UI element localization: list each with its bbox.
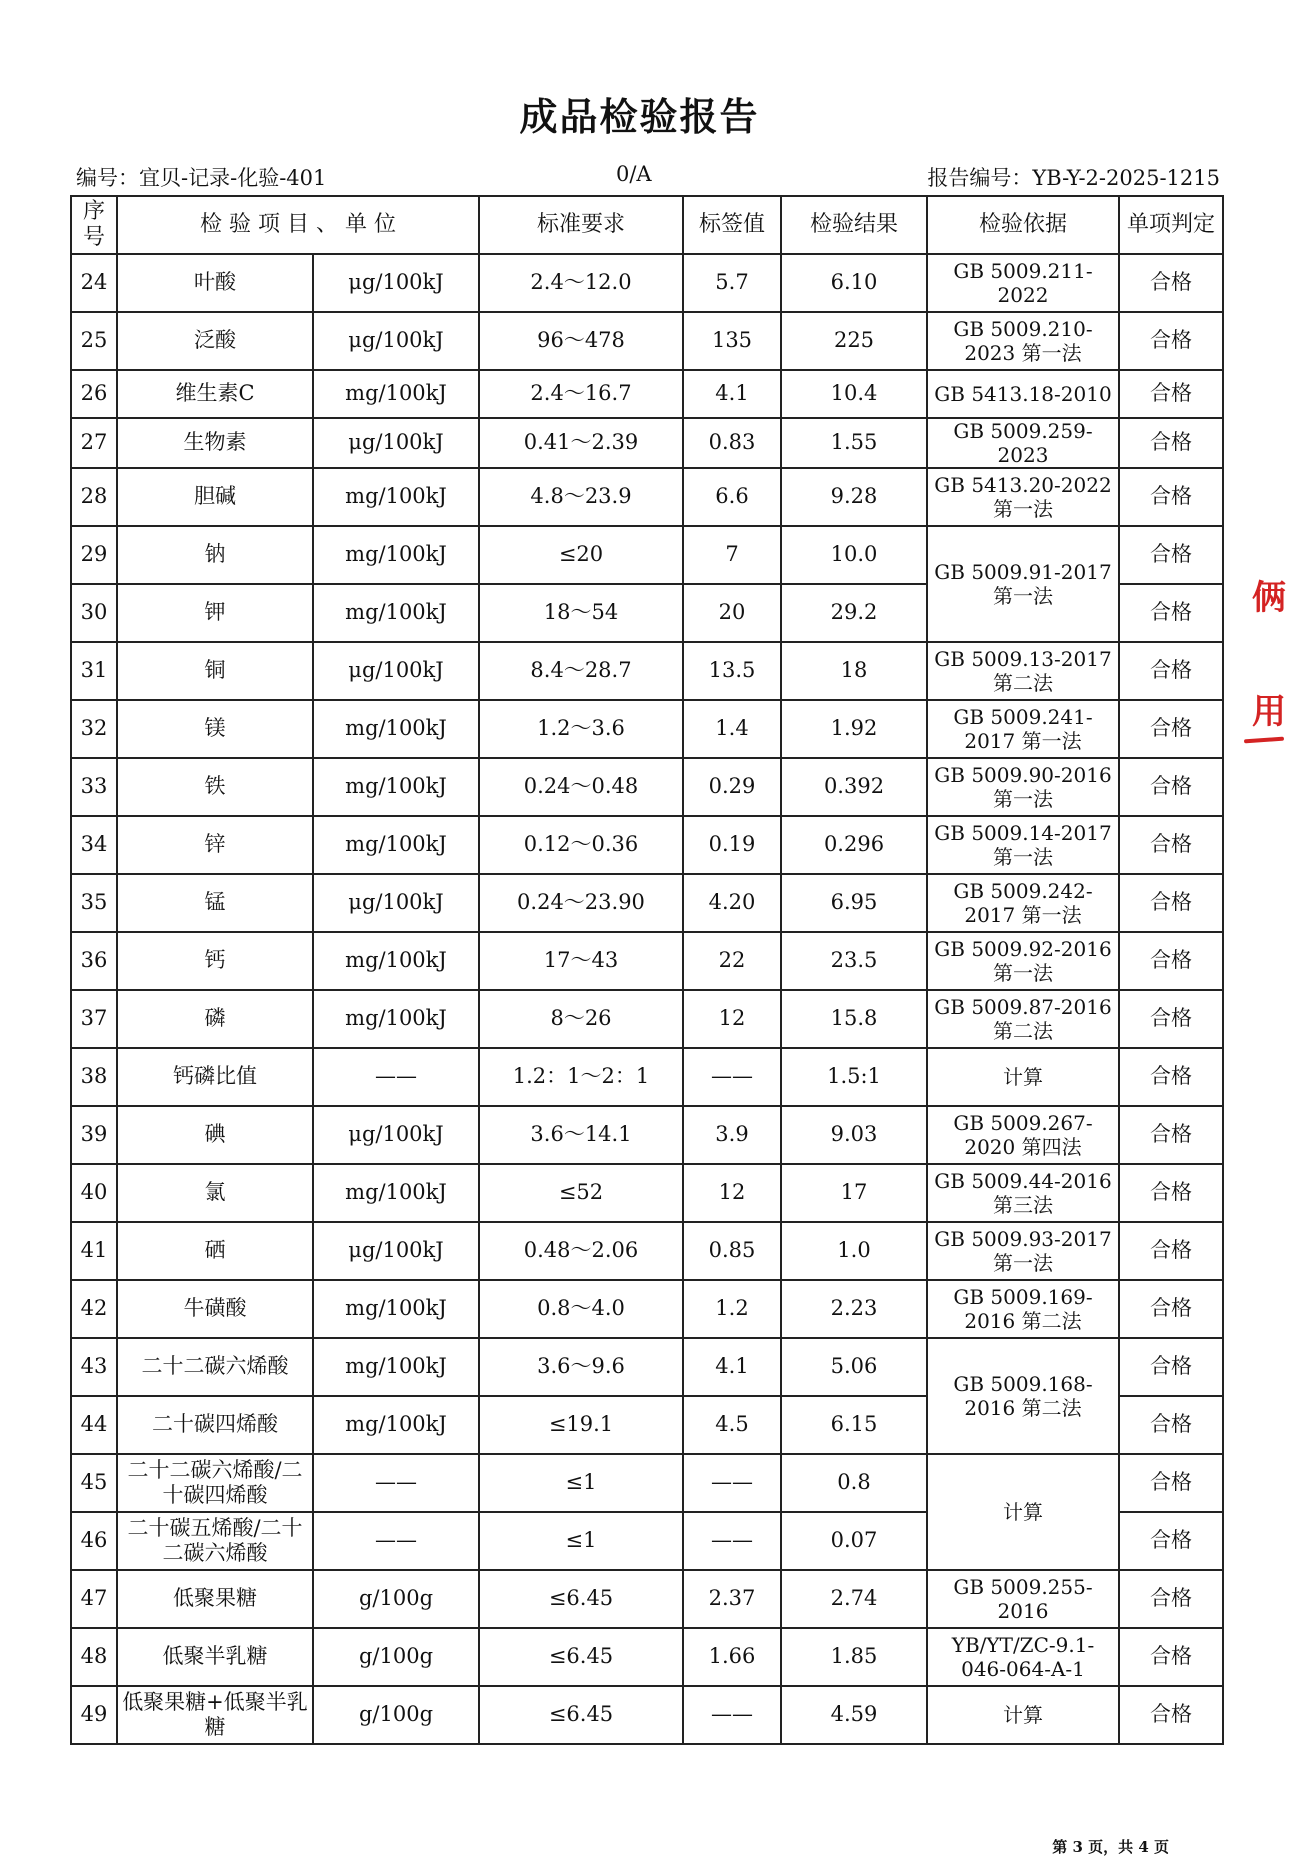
- item-name-cell: 二十二碳六烯酸: [117, 1338, 313, 1396]
- label-value-cell: ——: [683, 1686, 781, 1744]
- standard-requirement-cell: ≤6.45: [479, 1570, 683, 1628]
- label-value-cell: 13.5: [683, 642, 781, 700]
- test-result-cell: 1.5:1: [781, 1048, 927, 1106]
- label-value-cell: 3.9: [683, 1106, 781, 1164]
- label-value-cell: 1.4: [683, 700, 781, 758]
- row-number-cell: 42: [71, 1280, 117, 1338]
- test-basis-cell: GB 5009.211-2022: [927, 254, 1119, 312]
- standard-requirement-cell: 8.4～28.7: [479, 642, 683, 700]
- label-value-cell: 4.5: [683, 1396, 781, 1454]
- test-result-cell: 2.74: [781, 1570, 927, 1628]
- item-name-cell: 维生素C: [117, 370, 313, 418]
- item-name-cell: 二十碳五烯酸/二十二碳六烯酸: [117, 1512, 313, 1570]
- standard-requirement-cell: ≤6.45: [479, 1628, 683, 1686]
- standard-requirement-cell: 1.2：1～2：1: [479, 1048, 683, 1106]
- row-number-cell: 40: [71, 1164, 117, 1222]
- test-basis-cell: GB 5009.259-2023: [927, 418, 1119, 468]
- standard-requirement-cell: ≤19.1: [479, 1396, 683, 1454]
- table-row: [71, 1164, 1223, 1222]
- label-value-cell: 6.6: [683, 468, 781, 526]
- test-basis-cell: GB 5009.255-2016: [927, 1570, 1119, 1628]
- judgement-cell: 合格: [1119, 874, 1223, 932]
- report-meta: [76, 162, 1220, 192]
- row-number-cell: 49: [71, 1686, 117, 1744]
- unit-cell: μg/100kJ: [313, 874, 479, 932]
- col-header-item-unit: 检 验 项 目 、 单 位: [117, 196, 479, 254]
- test-basis-cell: GB 5009.267-2020 第四法: [927, 1106, 1119, 1164]
- table-row: [71, 1686, 1223, 1744]
- test-result-cell: 1.92: [781, 700, 927, 758]
- table-row: [71, 468, 1223, 526]
- test-result-cell: 6.15: [781, 1396, 927, 1454]
- test-result-cell: 23.5: [781, 932, 927, 990]
- item-name-cell: 碘: [117, 1106, 313, 1164]
- row-number-cell: 47: [71, 1570, 117, 1628]
- label-value-cell: 0.83: [683, 418, 781, 468]
- table-row: [71, 758, 1223, 816]
- unit-cell: mg/100kJ: [313, 526, 479, 584]
- row-number-cell: 27: [71, 418, 117, 468]
- test-basis-cell: GB 5009.241-2017 第一法: [927, 700, 1119, 758]
- label-value-cell: ——: [683, 1454, 781, 1512]
- label-value-cell: ——: [683, 1048, 781, 1106]
- unit-cell: μg/100kJ: [313, 642, 479, 700]
- row-number-cell: 24: [71, 254, 117, 312]
- inspection-table: [70, 195, 1224, 1745]
- test-result-cell: 9.28: [781, 468, 927, 526]
- table-row: [71, 254, 1223, 312]
- test-result-cell: 0.07: [781, 1512, 927, 1570]
- row-number-cell: 39: [71, 1106, 117, 1164]
- margin-stamp-line: [1244, 737, 1284, 744]
- standard-requirement-cell: 0.24～23.90: [479, 874, 683, 932]
- item-name-cell: 低聚果糖: [117, 1570, 313, 1628]
- item-name-cell: 硒: [117, 1222, 313, 1280]
- test-basis-cell: GB 5413.18-2010: [927, 370, 1119, 418]
- test-basis-cell: GB 5009.92-2016 第一法: [927, 932, 1119, 990]
- unit-cell: mg/100kJ: [313, 990, 479, 1048]
- test-basis-cell: GB 5009.44-2016 第三法: [927, 1164, 1119, 1222]
- unit-cell: ——: [313, 1454, 479, 1512]
- row-number-cell: 29: [71, 526, 117, 584]
- judgement-cell: 合格: [1119, 526, 1223, 584]
- report-number: 报告编号：YB-Y-2-2025-1215: [927, 166, 1220, 190]
- test-result-cell: 9.03: [781, 1106, 927, 1164]
- unit-cell: mg/100kJ: [313, 1396, 479, 1454]
- standard-requirement-cell: 18～54: [479, 584, 683, 642]
- label-value-cell: 0.85: [683, 1222, 781, 1280]
- judgement-cell: 合格: [1119, 816, 1223, 874]
- row-number-cell: 48: [71, 1628, 117, 1686]
- standard-requirement-cell: 3.6～14.1: [479, 1106, 683, 1164]
- table-row: [71, 418, 1223, 468]
- label-value-cell: 7: [683, 526, 781, 584]
- standard-requirement-cell: ≤52: [479, 1164, 683, 1222]
- item-name-cell: 二十碳四烯酸: [117, 1396, 313, 1454]
- test-result-cell: 1.85: [781, 1628, 927, 1686]
- table-row: [71, 816, 1223, 874]
- item-name-cell: 氯: [117, 1164, 313, 1222]
- table-row: [71, 1454, 1223, 1512]
- test-result-cell: 0.296: [781, 816, 927, 874]
- label-value-cell: 4.1: [683, 1338, 781, 1396]
- judgement-cell: 合格: [1119, 370, 1223, 418]
- test-result-cell: 0.392: [781, 758, 927, 816]
- unit-cell: μg/100kJ: [313, 418, 479, 468]
- standard-requirement-cell: 0.8～4.0: [479, 1280, 683, 1338]
- standard-requirement-cell: 96～478: [479, 312, 683, 370]
- table-row: [71, 1222, 1223, 1280]
- test-basis-cell: GB 5009.13-2017 第二法: [927, 642, 1119, 700]
- col-header-standard: 标准要求: [479, 196, 683, 254]
- item-name-cell: 钙磷比值: [117, 1048, 313, 1106]
- judgement-cell: 合格: [1119, 642, 1223, 700]
- test-basis-cell: 计算: [927, 1048, 1119, 1106]
- label-value-cell: ——: [683, 1512, 781, 1570]
- judgement-cell: 合格: [1119, 1222, 1223, 1280]
- row-number-cell: 26: [71, 370, 117, 418]
- row-number-cell: 41: [71, 1222, 117, 1280]
- test-basis-cell: GB 5009.14-2017 第一法: [927, 816, 1119, 874]
- standard-requirement-cell: ≤6.45: [479, 1686, 683, 1744]
- test-result-cell: 15.8: [781, 990, 927, 1048]
- col-header-basis: 检验依据: [927, 196, 1119, 254]
- unit-cell: g/100g: [313, 1686, 479, 1744]
- label-value-cell: 22: [683, 932, 781, 990]
- unit-cell: mg/100kJ: [313, 816, 479, 874]
- unit-cell: mg/100kJ: [313, 1280, 479, 1338]
- item-name-cell: 生物素: [117, 418, 313, 468]
- test-basis-cell: GB 5009.169-2016 第二法: [927, 1280, 1119, 1338]
- table-row: [71, 932, 1223, 990]
- standard-requirement-cell: 2.4～16.7: [479, 370, 683, 418]
- revision: 0/A: [616, 162, 652, 186]
- item-name-cell: 二十二碳六烯酸/二十碳四烯酸: [117, 1454, 313, 1512]
- test-result-cell: 4.59: [781, 1686, 927, 1744]
- row-number-cell: 45: [71, 1454, 117, 1512]
- test-basis-cell: GB 5009.87-2016 第二法: [927, 990, 1119, 1048]
- table-row: [71, 642, 1223, 700]
- col-header-judgement: 单项判定: [1119, 196, 1223, 254]
- test-basis-cell: GB 5413.20-2022 第一法: [927, 468, 1119, 526]
- row-number-cell: 38: [71, 1048, 117, 1106]
- item-name-cell: 铁: [117, 758, 313, 816]
- test-result-cell: 10.0: [781, 526, 927, 584]
- unit-cell: μg/100kJ: [313, 312, 479, 370]
- test-basis-cell: GB 5009.168-2016 第二法: [927, 1338, 1119, 1454]
- test-result-cell: 2.23: [781, 1280, 927, 1338]
- test-basis-cell: 计算: [927, 1686, 1119, 1744]
- standard-requirement-cell: 2.4～12.0: [479, 254, 683, 312]
- unit-cell: μg/100kJ: [313, 1222, 479, 1280]
- item-name-cell: 胆碱: [117, 468, 313, 526]
- judgement-cell: 合格: [1119, 1338, 1223, 1396]
- table-header-row: [71, 196, 1223, 254]
- test-result-cell: 17: [781, 1164, 927, 1222]
- table-row: [71, 312, 1223, 370]
- test-basis-cell: GB 5009.90-2016 第一法: [927, 758, 1119, 816]
- standard-requirement-cell: ≤1: [479, 1512, 683, 1570]
- item-name-cell: 磷: [117, 990, 313, 1048]
- judgement-cell: 合格: [1119, 1164, 1223, 1222]
- unit-cell: ——: [313, 1512, 479, 1570]
- judgement-cell: 合格: [1119, 312, 1223, 370]
- judgement-cell: 合格: [1119, 990, 1223, 1048]
- col-header-label-value: 标签值: [683, 196, 781, 254]
- row-number-cell: 43: [71, 1338, 117, 1396]
- unit-cell: mg/100kJ: [313, 584, 479, 642]
- unit-cell: mg/100kJ: [313, 1338, 479, 1396]
- standard-requirement-cell: 0.12～0.36: [479, 816, 683, 874]
- judgement-cell: 合格: [1119, 1396, 1223, 1454]
- unit-cell: μg/100kJ: [313, 1106, 479, 1164]
- unit-cell: g/100g: [313, 1570, 479, 1628]
- item-name-cell: 铜: [117, 642, 313, 700]
- label-value-cell: 135: [683, 312, 781, 370]
- row-number-cell: 33: [71, 758, 117, 816]
- test-result-cell: 5.06: [781, 1338, 927, 1396]
- table-row: [71, 990, 1223, 1048]
- standard-requirement-cell: 0.48～2.06: [479, 1222, 683, 1280]
- label-value-cell: 12: [683, 1164, 781, 1222]
- unit-cell: mg/100kJ: [313, 758, 479, 816]
- test-result-cell: 225: [781, 312, 927, 370]
- unit-cell: mg/100kJ: [313, 1164, 479, 1222]
- item-name-cell: 叶酸: [117, 254, 313, 312]
- item-name-cell: 钾: [117, 584, 313, 642]
- test-basis-cell: YB/YT/ZC-9.1-046-064-A-1: [927, 1628, 1119, 1686]
- item-name-cell: 低聚半乳糖: [117, 1628, 313, 1686]
- row-number-cell: 30: [71, 584, 117, 642]
- test-result-cell: 0.8: [781, 1454, 927, 1512]
- label-value-cell: 5.7: [683, 254, 781, 312]
- row-number-cell: 37: [71, 990, 117, 1048]
- unit-cell: g/100g: [313, 1628, 479, 1686]
- row-number-cell: 46: [71, 1512, 117, 1570]
- judgement-cell: 合格: [1119, 1106, 1223, 1164]
- judgement-cell: 合格: [1119, 1454, 1223, 1512]
- row-number-cell: 35: [71, 874, 117, 932]
- judgement-cell: 合格: [1119, 1512, 1223, 1570]
- test-basis-cell: GB 5009.242-2017 第一法: [927, 874, 1119, 932]
- col-header-no: 序号: [71, 196, 117, 254]
- margin-stamp-mark: 俩: [1252, 578, 1286, 618]
- test-basis-cell: GB 5009.91-2017 第一法: [927, 526, 1119, 642]
- standard-requirement-cell: ≤20: [479, 526, 683, 584]
- test-result-cell: 1.0: [781, 1222, 927, 1280]
- judgement-cell: 合格: [1119, 700, 1223, 758]
- judgement-cell: 合格: [1119, 1628, 1223, 1686]
- standard-requirement-cell: 8～26: [479, 990, 683, 1048]
- test-basis-cell: 计算: [927, 1454, 1119, 1570]
- table-row: [71, 1280, 1223, 1338]
- table-row: [71, 700, 1223, 758]
- standard-requirement-cell: ≤1: [479, 1454, 683, 1512]
- standard-requirement-cell: 0.24～0.48: [479, 758, 683, 816]
- test-basis-cell: GB 5009.93-2017 第一法: [927, 1222, 1119, 1280]
- row-number-cell: 36: [71, 932, 117, 990]
- unit-cell: mg/100kJ: [313, 468, 479, 526]
- test-result-cell: 6.95: [781, 874, 927, 932]
- judgement-cell: 合格: [1119, 584, 1223, 642]
- judgement-cell: 合格: [1119, 418, 1223, 468]
- row-number-cell: 31: [71, 642, 117, 700]
- judgement-cell: 合格: [1119, 1048, 1223, 1106]
- row-number-cell: 28: [71, 468, 117, 526]
- test-result-cell: 18: [781, 642, 927, 700]
- page-title: 成品检验报告: [519, 95, 760, 139]
- judgement-cell: 合格: [1119, 468, 1223, 526]
- test-result-cell: 10.4: [781, 370, 927, 418]
- judgement-cell: 合格: [1119, 254, 1223, 312]
- col-header-result: 检验结果: [781, 196, 927, 254]
- judgement-cell: 合格: [1119, 1570, 1223, 1628]
- table-row: [71, 526, 1223, 584]
- record-number: 编号：宜贝-记录-化验-401: [76, 166, 327, 190]
- unit-cell: μg/100kJ: [313, 254, 479, 312]
- judgement-cell: 合格: [1119, 1686, 1223, 1744]
- item-name-cell: 钙: [117, 932, 313, 990]
- standard-requirement-cell: 1.2～3.6: [479, 700, 683, 758]
- standard-requirement-cell: 3.6～9.6: [479, 1338, 683, 1396]
- item-name-cell: 牛磺酸: [117, 1280, 313, 1338]
- label-value-cell: 4.1: [683, 370, 781, 418]
- label-value-cell: 2.37: [683, 1570, 781, 1628]
- row-number-cell: 34: [71, 816, 117, 874]
- standard-requirement-cell: 17～43: [479, 932, 683, 990]
- test-basis-cell: GB 5009.210-2023 第一法: [927, 312, 1119, 370]
- label-value-cell: 0.29: [683, 758, 781, 816]
- standard-requirement-cell: 4.8～23.9: [479, 468, 683, 526]
- judgement-cell: 合格: [1119, 758, 1223, 816]
- label-value-cell: 0.19: [683, 816, 781, 874]
- item-name-cell: 锰: [117, 874, 313, 932]
- item-name-cell: 镁: [117, 700, 313, 758]
- item-name-cell: 锌: [117, 816, 313, 874]
- unit-cell: mg/100kJ: [313, 932, 479, 990]
- row-number-cell: 44: [71, 1396, 117, 1454]
- item-name-cell: 钠: [117, 526, 313, 584]
- table-row: [71, 874, 1223, 932]
- label-value-cell: 4.20: [683, 874, 781, 932]
- test-result-cell: 1.55: [781, 418, 927, 468]
- unit-cell: ——: [313, 1048, 479, 1106]
- margin-stamp-mark: 用: [1252, 692, 1286, 732]
- item-name-cell: 低聚果糖+低聚半乳糖: [117, 1686, 313, 1744]
- table-row: [71, 1048, 1223, 1106]
- judgement-cell: 合格: [1119, 1280, 1223, 1338]
- unit-cell: mg/100kJ: [313, 700, 479, 758]
- label-value-cell: 20: [683, 584, 781, 642]
- page-footer: 第 3 页，共 4 页: [1052, 1838, 1169, 1856]
- judgement-cell: 合格: [1119, 932, 1223, 990]
- table-row: [71, 370, 1223, 418]
- table-row: [71, 1338, 1223, 1396]
- row-number-cell: 25: [71, 312, 117, 370]
- table-row: [71, 1628, 1223, 1686]
- table-row: [71, 1106, 1223, 1164]
- test-result-cell: 29.2: [781, 584, 927, 642]
- label-value-cell: 12: [683, 990, 781, 1048]
- test-result-cell: 6.10: [781, 254, 927, 312]
- standard-requirement-cell: 0.41～2.39: [479, 418, 683, 468]
- unit-cell: mg/100kJ: [313, 370, 479, 418]
- item-name-cell: 泛酸: [117, 312, 313, 370]
- label-value-cell: 1.66: [683, 1628, 781, 1686]
- table-body: [71, 254, 1223, 1744]
- row-number-cell: 32: [71, 700, 117, 758]
- table-row: [71, 1570, 1223, 1628]
- label-value-cell: 1.2: [683, 1280, 781, 1338]
